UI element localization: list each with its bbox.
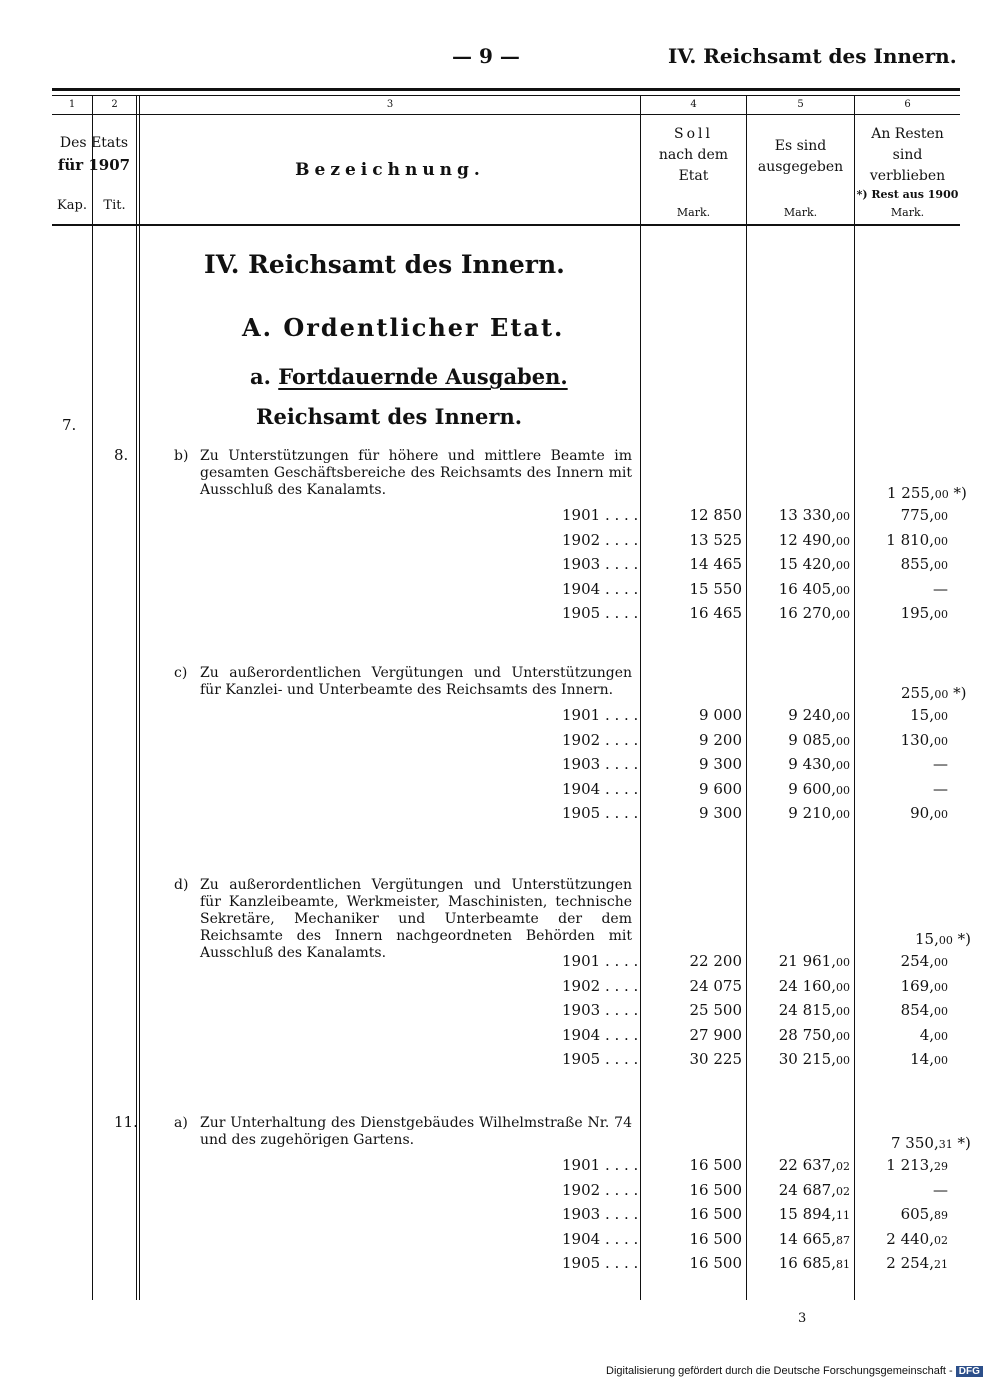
page-number: — 9 — bbox=[452, 44, 520, 68]
rest-1900-decimals: 00 bbox=[938, 934, 953, 947]
rest-main: 169, bbox=[900, 976, 934, 995]
ausgegeben-decimals: 00 bbox=[836, 583, 850, 597]
rest-value bbox=[855, 506, 948, 524]
rest-1900-value bbox=[855, 930, 970, 948]
ausgegeben-main: 21 961, bbox=[778, 952, 836, 970]
ausgegeben-value bbox=[747, 731, 850, 749]
rest-main: 1 213, bbox=[886, 1156, 934, 1174]
year-label: 1903 . . . . bbox=[562, 1205, 639, 1223]
ausgegeben-heading bbox=[747, 136, 854, 178]
ausgegeben-main: 24 160, bbox=[778, 976, 836, 995]
year-label: 1901 . . . . bbox=[562, 706, 639, 724]
rest-decimals: 00 bbox=[934, 1005, 948, 1018]
ausgegeben-value bbox=[747, 580, 850, 598]
rest-value bbox=[855, 952, 948, 970]
top-rule-thin bbox=[52, 95, 960, 96]
rest-value bbox=[855, 731, 948, 749]
rest-value bbox=[855, 604, 948, 622]
year-label: 1903 . . . . bbox=[562, 1001, 639, 1019]
rest-main: — bbox=[933, 755, 948, 773]
ausgegeben-decimals: 00 bbox=[836, 510, 850, 523]
ausgegeben-main: 14 665, bbox=[778, 1229, 836, 1248]
soll-value: 9 300 bbox=[699, 804, 742, 822]
rest-value bbox=[855, 706, 948, 724]
rest-main: 2 440, bbox=[886, 1229, 934, 1248]
col-divider-3 bbox=[640, 95, 641, 1300]
ausgegeben-decimals: 00 bbox=[836, 608, 850, 621]
rest-decimals: 00 bbox=[934, 734, 948, 748]
rest-value bbox=[855, 804, 948, 822]
rest-1900-value bbox=[855, 484, 970, 502]
year-label: 1905 . . . . bbox=[562, 1254, 639, 1272]
rest-decimals: 00 bbox=[934, 608, 948, 621]
rest-decimals: 00 bbox=[934, 559, 948, 572]
ausgegeben-main: 24 815, bbox=[778, 1001, 836, 1019]
etat-label-line1: Des Etats bbox=[59, 135, 129, 151]
soll-value: 22 200 bbox=[689, 952, 742, 970]
rest-main: 4, bbox=[919, 1025, 934, 1044]
bezeichnung-heading: Bezeichnung. bbox=[295, 160, 485, 180]
ausgegeben-main: 30 215, bbox=[778, 1050, 836, 1068]
rest-value bbox=[855, 1001, 948, 1019]
ausgegeben-value bbox=[747, 1026, 850, 1044]
rest-value bbox=[855, 555, 948, 573]
rest-value bbox=[855, 531, 948, 549]
soll-value: 27 900 bbox=[689, 1025, 742, 1044]
soll-value: 14 465 bbox=[689, 555, 742, 573]
rest-decimals: 00 bbox=[934, 1054, 948, 1067]
top-rule-thick bbox=[52, 88, 960, 91]
ausgegeben-value bbox=[747, 1254, 850, 1272]
heading-fortdauernde bbox=[250, 364, 568, 389]
soll-value: 9 000 bbox=[699, 706, 742, 724]
section-description: Zu außerordentlichen Vergütungen und Unterstützungen für Kanzlei- und Unterbeamte des Reichsamts des Innern. bbox=[200, 665, 632, 698]
ausgegeben-decimals: 00 bbox=[836, 759, 850, 772]
year-label: 1905 . . . . bbox=[562, 1050, 639, 1068]
kapitel-number: 7. bbox=[62, 416, 77, 434]
rest-main: 854, bbox=[900, 1001, 934, 1019]
rest-decimals: 00 bbox=[934, 1029, 948, 1043]
etat-label-line2: für 1907 bbox=[57, 156, 131, 174]
ausgegeben-value bbox=[747, 1181, 850, 1199]
rest-decimals: 00 bbox=[934, 956, 948, 969]
ausgegeben-decimals: 00 bbox=[836, 1005, 850, 1018]
soll-value: 13 525 bbox=[689, 530, 742, 549]
soll-heading bbox=[641, 124, 746, 187]
sheet-mark: 3 bbox=[798, 1311, 807, 1326]
ausgegeben-main: 12 490, bbox=[778, 530, 836, 549]
year-label: 1904 . . . . bbox=[562, 779, 639, 798]
ausgegeben-main: 15 894, bbox=[778, 1205, 836, 1223]
ausgegeben-main: 9 600, bbox=[788, 779, 836, 798]
col-divider-2b bbox=[139, 95, 140, 1300]
kap-label: Kap. bbox=[57, 198, 87, 213]
rest-main: 90, bbox=[910, 804, 934, 822]
rest-decimals: 21 bbox=[934, 1258, 948, 1271]
soll-value: 16 500 bbox=[689, 1254, 742, 1272]
dfg-credit-text: Digitalisierung gefördert durch die Deutsche Forschungsgemeinschaft - bbox=[606, 1365, 953, 1377]
rest-1900-value bbox=[855, 1134, 970, 1152]
col-number-1: 1 bbox=[68, 99, 76, 110]
rest-main: — bbox=[933, 1180, 948, 1199]
ausgegeben-main: 15 420, bbox=[778, 555, 836, 573]
ausgegeben-value bbox=[747, 604, 850, 622]
ausgegeben-value bbox=[747, 506, 850, 524]
soll-value: 16 465 bbox=[689, 604, 742, 622]
ausgegeben-decimals: 81 bbox=[836, 1258, 850, 1271]
year-label: 1901 . . . . bbox=[562, 1156, 639, 1174]
soll-value: 16 500 bbox=[689, 1156, 742, 1174]
rest-main: 855, bbox=[900, 555, 934, 573]
ausgegeben-decimals: 00 bbox=[836, 808, 850, 821]
year-label: 1902 . . . . bbox=[562, 1180, 639, 1199]
section-description: Zur Unterhaltung des Dienstgebäudes Wilhelmstraße Nr. 74 und des zugehörigen Gartens. bbox=[200, 1115, 632, 1148]
ausgegeben-value bbox=[747, 1205, 850, 1223]
rest-main: 14, bbox=[910, 1050, 934, 1068]
year-label: 1903 . . . . bbox=[562, 755, 639, 773]
rest-1900-value bbox=[855, 684, 970, 702]
ausgegeben-value bbox=[747, 1001, 850, 1019]
ausgegeben-main: 22 637, bbox=[778, 1156, 836, 1174]
soll-value: 16 500 bbox=[689, 1205, 742, 1223]
col-number-6: 6 bbox=[904, 99, 911, 110]
header-bottom-rule bbox=[52, 224, 960, 226]
year-label: 1905 . . . . bbox=[562, 604, 639, 622]
ausgegeben-heading-line1: Es sind bbox=[774, 138, 827, 154]
rest-value bbox=[855, 1205, 948, 1223]
ausgegeben-main: 16 685, bbox=[778, 1254, 836, 1272]
year-label: 1902 . . . . bbox=[562, 730, 639, 749]
soll-value: 16 500 bbox=[689, 1180, 742, 1199]
soll-value: 25 500 bbox=[689, 1001, 742, 1019]
ausgegeben-decimals: 00 bbox=[836, 956, 850, 969]
year-label: 1902 . . . . bbox=[562, 976, 639, 995]
rest-decimals: 00 bbox=[934, 534, 948, 548]
rest-value bbox=[855, 580, 962, 598]
soll-value: 30 225 bbox=[689, 1050, 742, 1068]
rest-decimals: 89 bbox=[934, 1209, 948, 1222]
reste-heading-line3: *) Rest aus 1900 bbox=[856, 188, 959, 201]
soll-value: 9 600 bbox=[699, 779, 742, 798]
rest-1900-footnote-mark: *) bbox=[948, 684, 967, 702]
rest-main: 2 254, bbox=[886, 1254, 934, 1272]
rest-value bbox=[855, 1254, 948, 1272]
rest-value bbox=[855, 1050, 948, 1068]
mark-label-4: Mark. bbox=[676, 206, 711, 219]
ausgegeben-decimals: 00 bbox=[836, 980, 850, 994]
ausgegeben-main: 13 330, bbox=[778, 506, 836, 524]
rest-value bbox=[855, 1230, 948, 1248]
rest-1900-footnote-mark: *) bbox=[952, 930, 971, 948]
heading-fortdauernde-prefix: a. bbox=[250, 364, 271, 389]
ausgegeben-decimals: 00 bbox=[836, 559, 850, 572]
ausgegeben-value bbox=[747, 706, 850, 724]
ausgegeben-main: 16 270, bbox=[778, 604, 836, 622]
ausgegeben-main: 9 085, bbox=[788, 730, 836, 749]
ausgegeben-value bbox=[747, 977, 850, 995]
section-description: Zu außerordentlichen Vergütungen und Unterstützungen für Kanzleibeamte, Werkmeister, Maschinisten, technische Sekretäre, Mechaniker und Unterbeamte der dem Reichsamte des Innern nachgeordneten Behörden mit Ausschluß des Kanalamts. bbox=[200, 877, 632, 961]
rest-1900-decimals: 31 bbox=[938, 1138, 953, 1151]
heading-kapitel-name: Reichsamt des Innern. bbox=[256, 404, 523, 429]
running-title: IV. Reichsamt des Innern. bbox=[668, 44, 957, 68]
rest-main: 15, bbox=[910, 706, 934, 724]
ausgegeben-main: 9 210, bbox=[788, 804, 836, 822]
year-label: 1905 . . . . bbox=[562, 804, 639, 822]
heading-ordentlicher-etat: A. Ordentlicher Etat. bbox=[242, 313, 565, 342]
rest-value bbox=[855, 1026, 948, 1044]
ausgegeben-value bbox=[747, 755, 850, 773]
rest-main: 605, bbox=[900, 1205, 934, 1223]
rest-value bbox=[855, 1181, 962, 1199]
heading-fortdauernde-text: Fortdauernde Ausgaben. bbox=[278, 364, 568, 389]
rest-decimals: 00 bbox=[934, 980, 948, 994]
ausgegeben-decimals: 00 bbox=[836, 1054, 850, 1067]
year-label: 1901 . . . . bbox=[562, 506, 639, 524]
col-number-3: 3 bbox=[386, 99, 394, 110]
ausgegeben-main: 24 687, bbox=[778, 1180, 836, 1199]
section-letter: a) bbox=[174, 1115, 188, 1131]
rest-main: 1 810, bbox=[886, 530, 934, 549]
soll-value: 15 550 bbox=[689, 579, 742, 598]
ausgegeben-value bbox=[747, 555, 850, 573]
rest-main: 130, bbox=[900, 730, 934, 749]
ausgegeben-decimals: 00 bbox=[836, 1029, 850, 1043]
rest-main: — bbox=[933, 579, 948, 598]
soll-heading-line3: Etat bbox=[678, 168, 709, 184]
reste-heading bbox=[855, 124, 960, 204]
col-divider-1 bbox=[92, 95, 93, 1300]
col-number-4: 4 bbox=[690, 99, 697, 110]
rest-1900-decimals: 00 bbox=[934, 688, 949, 701]
ausgegeben-value bbox=[747, 1050, 850, 1068]
rest-1900-footnote-mark: *) bbox=[948, 484, 967, 502]
section-description: Zu Unterstützungen für höhere und mittlere Beamte im gesamten Geschäftsbereiche des Reichsamts des Innern mit Ausschluß des Kanalamts. bbox=[200, 448, 632, 498]
col-number-5: 5 bbox=[797, 99, 804, 110]
year-label: 1904 . . . . bbox=[562, 1229, 639, 1248]
heading-reichsamt: IV. Reichsamt des Innern. bbox=[204, 250, 565, 279]
col-divider-4 bbox=[746, 95, 747, 1300]
ausgegeben-decimals: 00 bbox=[836, 734, 850, 748]
ausgegeben-decimals: 00 bbox=[836, 534, 850, 548]
ausgegeben-heading-line2: ausgegeben bbox=[757, 159, 844, 175]
rest-value bbox=[855, 780, 962, 798]
ausgegeben-decimals: 02 bbox=[836, 1160, 850, 1173]
year-label: 1904 . . . . bbox=[562, 1025, 639, 1044]
soll-value: 9 200 bbox=[699, 730, 742, 749]
rest-1900-footnote-mark: *) bbox=[952, 1134, 971, 1152]
ausgegeben-main: 16 405, bbox=[778, 579, 836, 598]
rest-main: — bbox=[933, 779, 948, 798]
soll-value: 9 300 bbox=[699, 755, 742, 773]
soll-value: 16 500 bbox=[689, 1229, 742, 1248]
section-letter: c) bbox=[174, 665, 188, 681]
soll-value: 24 075 bbox=[689, 976, 742, 995]
ausgegeben-decimals: 11 bbox=[836, 1209, 850, 1222]
rest-value bbox=[855, 1156, 948, 1174]
ausgegeben-decimals: 00 bbox=[836, 710, 850, 723]
year-label: 1902 . . . . bbox=[562, 530, 639, 549]
rest-value bbox=[855, 977, 948, 995]
titel-number: 11. bbox=[114, 1113, 138, 1131]
year-label: 1904 . . . . bbox=[562, 579, 639, 598]
reste-heading-line1: An Resten bbox=[871, 126, 944, 142]
ausgegeben-value bbox=[747, 531, 850, 549]
soll-value: 12 850 bbox=[689, 506, 742, 524]
year-label: 1903 . . . . bbox=[562, 555, 639, 573]
ausgegeben-decimals: 02 bbox=[836, 1184, 850, 1198]
reste-heading-line2: sind verblieben bbox=[869, 147, 946, 184]
rest-1900-main: 15, bbox=[915, 930, 939, 948]
rest-1900-main: 1 255, bbox=[887, 484, 935, 502]
rest-main: 195, bbox=[900, 604, 934, 622]
dfg-credit bbox=[606, 1365, 983, 1377]
dfg-logo: DFG bbox=[956, 1366, 983, 1377]
section-letter: b) bbox=[174, 448, 189, 464]
rest-1900-main: 7 350, bbox=[891, 1134, 939, 1152]
soll-heading-line1: Soll bbox=[674, 126, 713, 142]
rest-1900-main: 255, bbox=[901, 684, 935, 702]
titel-number: 8. bbox=[114, 446, 129, 464]
colnum-rule bbox=[52, 114, 960, 115]
rest-decimals: 29 bbox=[934, 1160, 948, 1173]
ausgegeben-value bbox=[747, 1156, 850, 1174]
ausgegeben-value bbox=[747, 804, 850, 822]
soll-heading-line2: nach dem bbox=[658, 147, 729, 163]
rest-value bbox=[855, 755, 962, 773]
rest-1900-decimals: 00 bbox=[934, 488, 949, 501]
ausgegeben-decimals: 87 bbox=[836, 1233, 850, 1247]
section-letter: d) bbox=[174, 877, 189, 893]
rest-decimals: 02 bbox=[934, 1233, 948, 1247]
ausgegeben-decimals: 00 bbox=[836, 783, 850, 797]
rest-main: 775, bbox=[900, 506, 934, 524]
rest-decimals: 00 bbox=[934, 510, 948, 523]
tit-label: Tit. bbox=[103, 198, 126, 213]
mark-label-6: Mark. bbox=[890, 206, 925, 219]
rest-main: 254, bbox=[900, 952, 934, 970]
rest-decimals: 00 bbox=[934, 808, 948, 821]
ausgegeben-main: 9 430, bbox=[788, 755, 836, 773]
ausgegeben-value bbox=[747, 1230, 850, 1248]
col-number-2: 2 bbox=[111, 99, 118, 110]
year-label: 1901 . . . . bbox=[562, 952, 639, 970]
ausgegeben-value bbox=[747, 780, 850, 798]
ausgegeben-value bbox=[747, 952, 850, 970]
ausgegeben-main: 28 750, bbox=[778, 1025, 836, 1044]
rest-decimals: 00 bbox=[934, 710, 948, 723]
ausgegeben-main: 9 240, bbox=[788, 706, 836, 724]
mark-label-5: Mark. bbox=[783, 206, 818, 219]
etat-label bbox=[52, 133, 136, 177]
